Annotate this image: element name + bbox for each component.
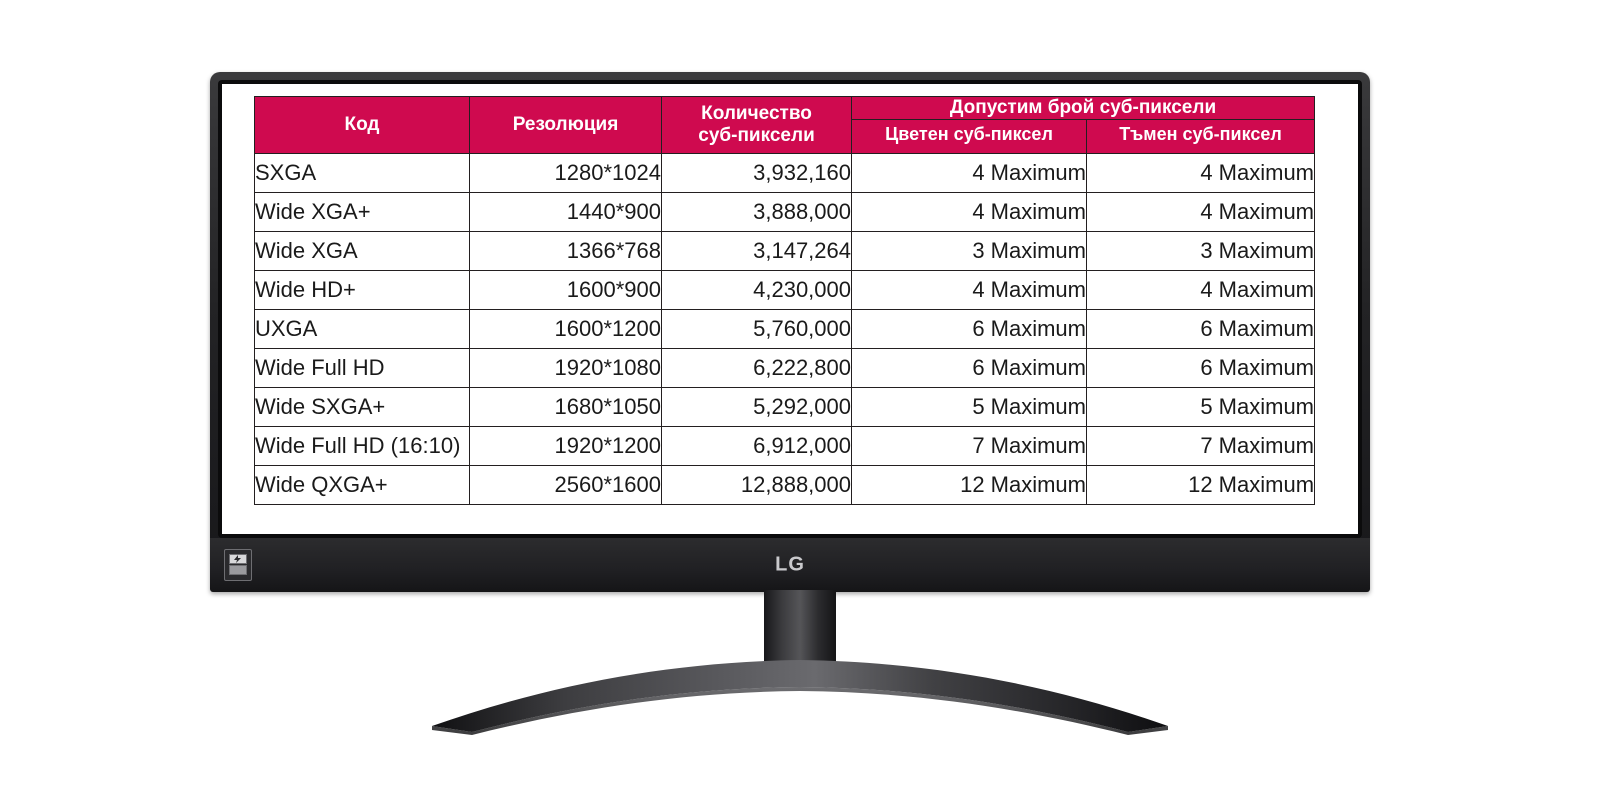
cell-dark: 12 Maximum bbox=[1087, 465, 1315, 504]
header-subpixel-count-line1: Количество bbox=[701, 102, 812, 124]
header-code: Код bbox=[255, 97, 470, 154]
cell-code: Wide Full HD bbox=[255, 348, 470, 387]
cell-subpixels: 6,222,800 bbox=[662, 348, 852, 387]
cell-code: UXGA bbox=[255, 309, 470, 348]
cell-code: Wide QXGA+ bbox=[255, 465, 470, 504]
cell-dark: 4 Maximum bbox=[1087, 192, 1315, 231]
header-dark-subpixel: Тъмен суб-пиксел bbox=[1087, 119, 1315, 153]
table-row bbox=[255, 153, 1315, 192]
cell-resolution: 1366*768 bbox=[470, 231, 662, 270]
cell-subpixels: 4,230,000 bbox=[662, 270, 852, 309]
header-resolution: Резолюция bbox=[470, 97, 662, 154]
cell-resolution: 1440*900 bbox=[470, 192, 662, 231]
header-subpixel-count bbox=[662, 97, 852, 154]
cell-subpixels: 3,888,000 bbox=[662, 192, 852, 231]
cell-subpixels: 6,912,000 bbox=[662, 426, 852, 465]
cell-code: Wide XGA bbox=[255, 231, 470, 270]
header-allowed-group: Допустим брой суб-пиксели bbox=[852, 97, 1315, 120]
lg-logo: LG bbox=[775, 553, 805, 576]
cell-dark: 3 Maximum bbox=[1087, 231, 1315, 270]
cell-code: SXGA bbox=[255, 153, 470, 192]
cell-resolution: 2560*1600 bbox=[470, 465, 662, 504]
table-row bbox=[255, 231, 1315, 270]
table-row bbox=[255, 348, 1315, 387]
cell-subpixels: 5,760,000 bbox=[662, 309, 852, 348]
cell-resolution: 1680*1050 bbox=[470, 387, 662, 426]
table-container bbox=[254, 96, 1326, 505]
cell-subpixels: 12,888,000 bbox=[662, 465, 852, 504]
cell-color: 6 Maximum bbox=[852, 348, 1087, 387]
cell-resolution: 1600*900 bbox=[470, 270, 662, 309]
table-row bbox=[255, 270, 1315, 309]
monitor-chin bbox=[210, 538, 1370, 592]
cell-subpixels: 3,147,264 bbox=[662, 231, 852, 270]
cell-dark: 4 Maximum bbox=[1087, 153, 1315, 192]
cell-color: 4 Maximum bbox=[852, 192, 1087, 231]
cell-color: 3 Maximum bbox=[852, 231, 1087, 270]
table-head bbox=[255, 97, 1315, 154]
table-row bbox=[255, 465, 1315, 504]
cell-subpixels: 3,932,160 bbox=[662, 153, 852, 192]
cell-resolution: 1280*1024 bbox=[470, 153, 662, 192]
cell-color: 4 Maximum bbox=[852, 153, 1087, 192]
cell-color: 4 Maximum bbox=[852, 270, 1087, 309]
energy-label-icon bbox=[224, 549, 252, 581]
monitor-screen bbox=[222, 84, 1358, 534]
cell-dark: 5 Maximum bbox=[1087, 387, 1315, 426]
subpixel-table bbox=[254, 96, 1315, 505]
monitor-stand-base bbox=[430, 660, 1170, 735]
cell-code: Wide XGA+ bbox=[255, 192, 470, 231]
cell-dark: 4 Maximum bbox=[1087, 270, 1315, 309]
monitor bbox=[210, 72, 1370, 592]
cell-resolution: 1920*1080 bbox=[470, 348, 662, 387]
cell-code: Wide Full HD (16:10) bbox=[255, 426, 470, 465]
cell-code: Wide SXGA+ bbox=[255, 387, 470, 426]
cell-code: Wide HD+ bbox=[255, 270, 470, 309]
cell-color: 12 Maximum bbox=[852, 465, 1087, 504]
cell-color: 5 Maximum bbox=[852, 387, 1087, 426]
cell-resolution: 1920*1200 bbox=[470, 426, 662, 465]
table-row bbox=[255, 426, 1315, 465]
header-subpixel-count-line2: суб-пиксели bbox=[698, 124, 815, 146]
table-row bbox=[255, 192, 1315, 231]
cell-subpixels: 5,292,000 bbox=[662, 387, 852, 426]
cell-color: 6 Maximum bbox=[852, 309, 1087, 348]
header-color-subpixel: Цветен суб-пиксел bbox=[852, 119, 1087, 153]
table-body bbox=[255, 153, 1315, 504]
cell-resolution: 1600*1200 bbox=[470, 309, 662, 348]
table-header-row-group bbox=[255, 97, 1315, 120]
cell-dark: 7 Maximum bbox=[1087, 426, 1315, 465]
table-row bbox=[255, 309, 1315, 348]
cell-dark: 6 Maximum bbox=[1087, 348, 1315, 387]
cell-color: 7 Maximum bbox=[852, 426, 1087, 465]
table-row bbox=[255, 387, 1315, 426]
cell-dark: 6 Maximum bbox=[1087, 309, 1315, 348]
